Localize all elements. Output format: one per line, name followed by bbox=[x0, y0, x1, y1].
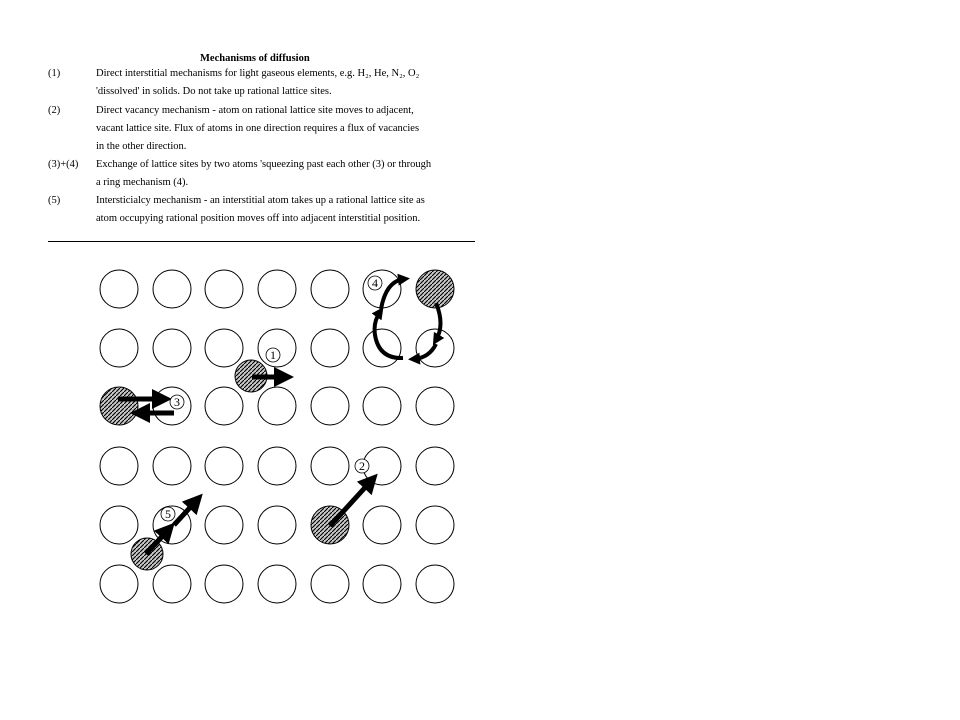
label-2: 2 bbox=[359, 459, 365, 473]
lattice-atom bbox=[363, 387, 401, 425]
lattice-atom bbox=[100, 270, 138, 308]
item-number: (2) bbox=[48, 105, 61, 116]
item-line: vacant lattice site. Flux of atoms in one direction requires a flux of vacancies bbox=[96, 123, 420, 134]
lattice-atom bbox=[311, 270, 349, 308]
item-number: (3)+(4) bbox=[48, 159, 79, 170]
lattice-atom bbox=[311, 447, 349, 485]
lattice-atom bbox=[311, 565, 349, 603]
lattice-atom bbox=[100, 329, 138, 367]
item-number: (5) bbox=[48, 195, 61, 206]
lattice-atom bbox=[205, 506, 243, 544]
lattice-atom bbox=[100, 565, 138, 603]
lattice-atom bbox=[205, 387, 243, 425]
lattice-atom bbox=[416, 565, 454, 603]
lattice-atom bbox=[258, 447, 296, 485]
lattice-atom bbox=[205, 270, 243, 308]
item-line: a ring mechanism (4). bbox=[96, 177, 189, 188]
lattice-atom bbox=[258, 270, 296, 308]
lattice-atom bbox=[153, 447, 191, 485]
label-3: 3 bbox=[174, 395, 180, 409]
item-line: in the other direction. bbox=[96, 141, 187, 152]
lattice-atom bbox=[205, 565, 243, 603]
lattice-atom bbox=[311, 387, 349, 425]
item-line: Direct interstitial mechanisms for light gaseous elements, e.g. H₂, He, N₂, O₂ bbox=[96, 68, 420, 79]
lattice-atom bbox=[205, 329, 243, 367]
lattice-atom bbox=[363, 565, 401, 603]
ring-arrow-right bbox=[436, 303, 441, 340]
label-1: 1 bbox=[270, 348, 276, 362]
lattice-atom bbox=[100, 506, 138, 544]
item-line: Direct vacancy mechanism - atom on rational lattice site moves to adjacent, bbox=[96, 105, 414, 116]
label-5: 5 bbox=[165, 507, 171, 521]
diagram-title: Mechanisms of diffusion bbox=[200, 53, 310, 64]
lattice-atom bbox=[258, 506, 296, 544]
item-line: atom occupying rational position moves off into adjacent interstitial position. bbox=[96, 213, 421, 224]
lattice-atom bbox=[100, 447, 138, 485]
label-4: 4 bbox=[372, 276, 378, 290]
lattice-atom bbox=[258, 387, 296, 425]
ring-atom bbox=[416, 270, 454, 308]
item-line: Exchange of lattice sites by two atoms 'squeezing past each other (3) or through bbox=[96, 159, 432, 170]
item-number: (1) bbox=[48, 68, 61, 79]
lattice-atom bbox=[258, 565, 296, 603]
lattice-atom bbox=[205, 447, 243, 485]
lattice-atom bbox=[416, 506, 454, 544]
lattice-atom bbox=[258, 329, 296, 367]
item-line: Intersticialcy mechanism - an interstitial atom takes up a rational lattice site as bbox=[96, 195, 425, 206]
lattice-atom bbox=[363, 506, 401, 544]
lattice-atom bbox=[311, 329, 349, 367]
item-line: 'dissolved' in solids. Do not take up rational lattice sites. bbox=[96, 86, 332, 97]
exchange-atom-3 bbox=[100, 387, 138, 425]
lattice-atom bbox=[416, 387, 454, 425]
lattice-atom bbox=[153, 329, 191, 367]
lattice-atom bbox=[153, 270, 191, 308]
lattice-atom bbox=[153, 565, 191, 603]
lattice-atom bbox=[416, 447, 454, 485]
